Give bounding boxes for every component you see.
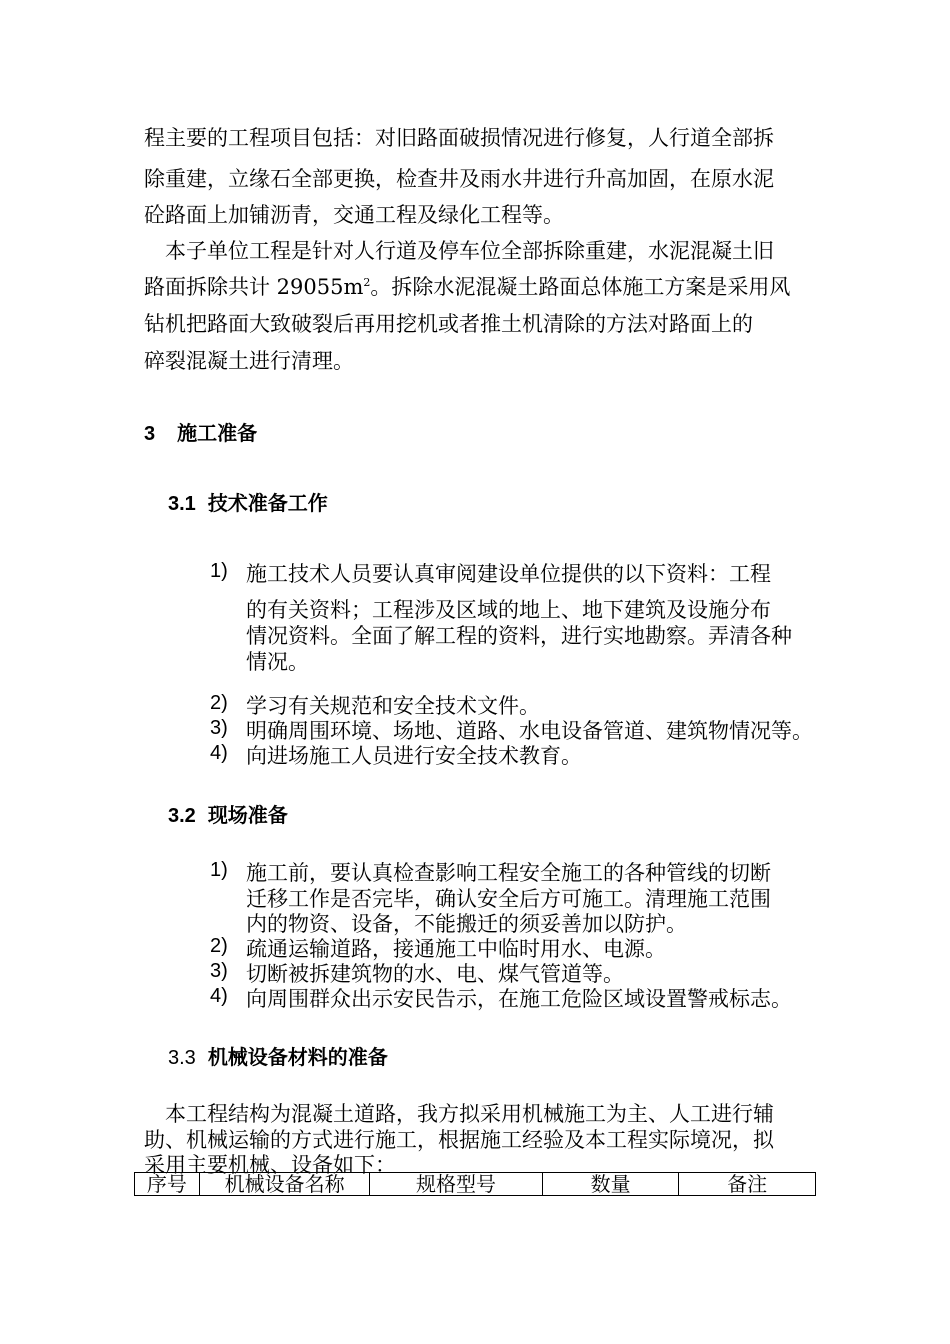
para2-line-2 [144, 271, 790, 301]
section-3-3-number: 3.3 [168, 1047, 196, 1069]
para2-line-3: 钻机把路面大致破裂后再用挖机或者推土机清除的方法对路面上的 [144, 312, 753, 336]
section-3-heading [144, 417, 257, 446]
s32-item-1-line-1: 施工前，要认真检查影响工程安全施工的各种管线的切断 [246, 861, 771, 885]
section-3-title: 施工准备 [177, 421, 258, 445]
section-3-2-number: 3.2 [168, 805, 196, 827]
col-header-name: 机械设备名称 [199, 1173, 369, 1196]
s31-item-3-text: 明确周围环境、场地、道路、水电设备管道、建筑物情况等。 [246, 719, 813, 743]
s31-item-2-text: 学习有关规范和安全技术文件。 [246, 694, 540, 718]
section-3-3-title: 机械设备材料的准备 [207, 1045, 388, 1069]
para2-line-1: 本子单位工程是针对人行道及停车位全部拆除重建，水泥混凝土旧 [165, 239, 774, 263]
col-header-spec: 规格型号 [370, 1173, 542, 1196]
s31-item-3-number: 3) [210, 717, 228, 739]
s32-item-4-number: 4) [210, 985, 228, 1007]
s31-item-1-line-2: 的有关资料；工程涉及区域的地上、地下建筑及设施分布 [246, 598, 771, 622]
s31-item-1-number: 1) [210, 560, 228, 582]
s33-line-2: 助、机械运输的方式进行施工，根据施工经验及本工程实际境况，拟 [144, 1128, 774, 1152]
s33-line-1: 本工程结构为混凝土道路，我方拟采用机械施工为主、人工进行辅 [165, 1102, 774, 1126]
equipment-table [134, 1172, 816, 1196]
s32-item-1-line-2: 迁移工作是否完毕，确认安全后方可施工。清理施工范围 [246, 887, 771, 911]
section-3-number: 3 [144, 423, 156, 445]
section-3-1-heading [168, 487, 328, 516]
col-header-quantity: 数量 [542, 1173, 679, 1196]
para2-line-2-rest: 。拆除水泥混凝土路面总体施工方案是采用风 [370, 275, 791, 299]
s31-item-2-number: 2) [210, 692, 228, 714]
s31-item-1-line-1: 施工技术人员要认真审阅建设单位提供的以下资料：工程 [246, 562, 771, 586]
intro-line-1: 程主要的工程项目包括：对旧路面破损情况进行修复，人行道全部拆 [144, 126, 774, 150]
section-3-1-title: 技术准备工作 [207, 491, 328, 515]
area-text: 路面拆除共计 29055m [144, 275, 364, 299]
intro-line-2: 除重建，立缘石全部更换，检查井及雨水井进行升高加固，在原水泥 [144, 167, 774, 191]
s32-item-4-text: 向周围群众出示安民告示，在施工危险区域设置警戒标志。 [246, 987, 792, 1011]
s33-line-3: 采用主要机械、设备如下： [144, 1153, 396, 1177]
s32-item-1-line-3: 内的物资、设备，不能搬迁的须妥善加以防护。 [246, 912, 687, 936]
s31-item-1-line-3: 情况资料。全面了解工程的资料，进行实地勘察。弄清各种 [246, 624, 792, 648]
section-3-1-number: 3.1 [168, 493, 196, 515]
s32-item-3-number: 3) [210, 960, 228, 982]
section-3-3-heading [168, 1041, 388, 1070]
area-superscript: 2 [363, 276, 371, 289]
s31-item-4-text: 向进场施工人员进行安全技术教育。 [246, 744, 582, 768]
equipment-table-header-row [135, 1173, 816, 1196]
intro-line-3: 砼路面上加铺沥青，交通工程及绿化工程等。 [144, 203, 564, 227]
s32-item-1-number: 1) [210, 859, 228, 881]
para2-line-4: 碎裂混凝土进行清理。 [144, 349, 354, 373]
s32-item-2-number: 2) [210, 935, 228, 957]
s31-item-4-number: 4) [210, 742, 228, 764]
s32-item-3-text: 切断被拆建筑物的水、电、煤气管道等。 [246, 962, 624, 986]
s31-item-1-line-4: 情况。 [246, 650, 309, 674]
s32-item-2-text: 疏通运输道路，接通施工中临时用水、电源。 [246, 937, 666, 961]
col-header-index: 序号 [135, 1173, 200, 1196]
section-3-2-heading [168, 799, 288, 828]
col-header-remarks: 备注 [679, 1173, 816, 1196]
section-3-2-title: 现场准备 [207, 803, 288, 827]
